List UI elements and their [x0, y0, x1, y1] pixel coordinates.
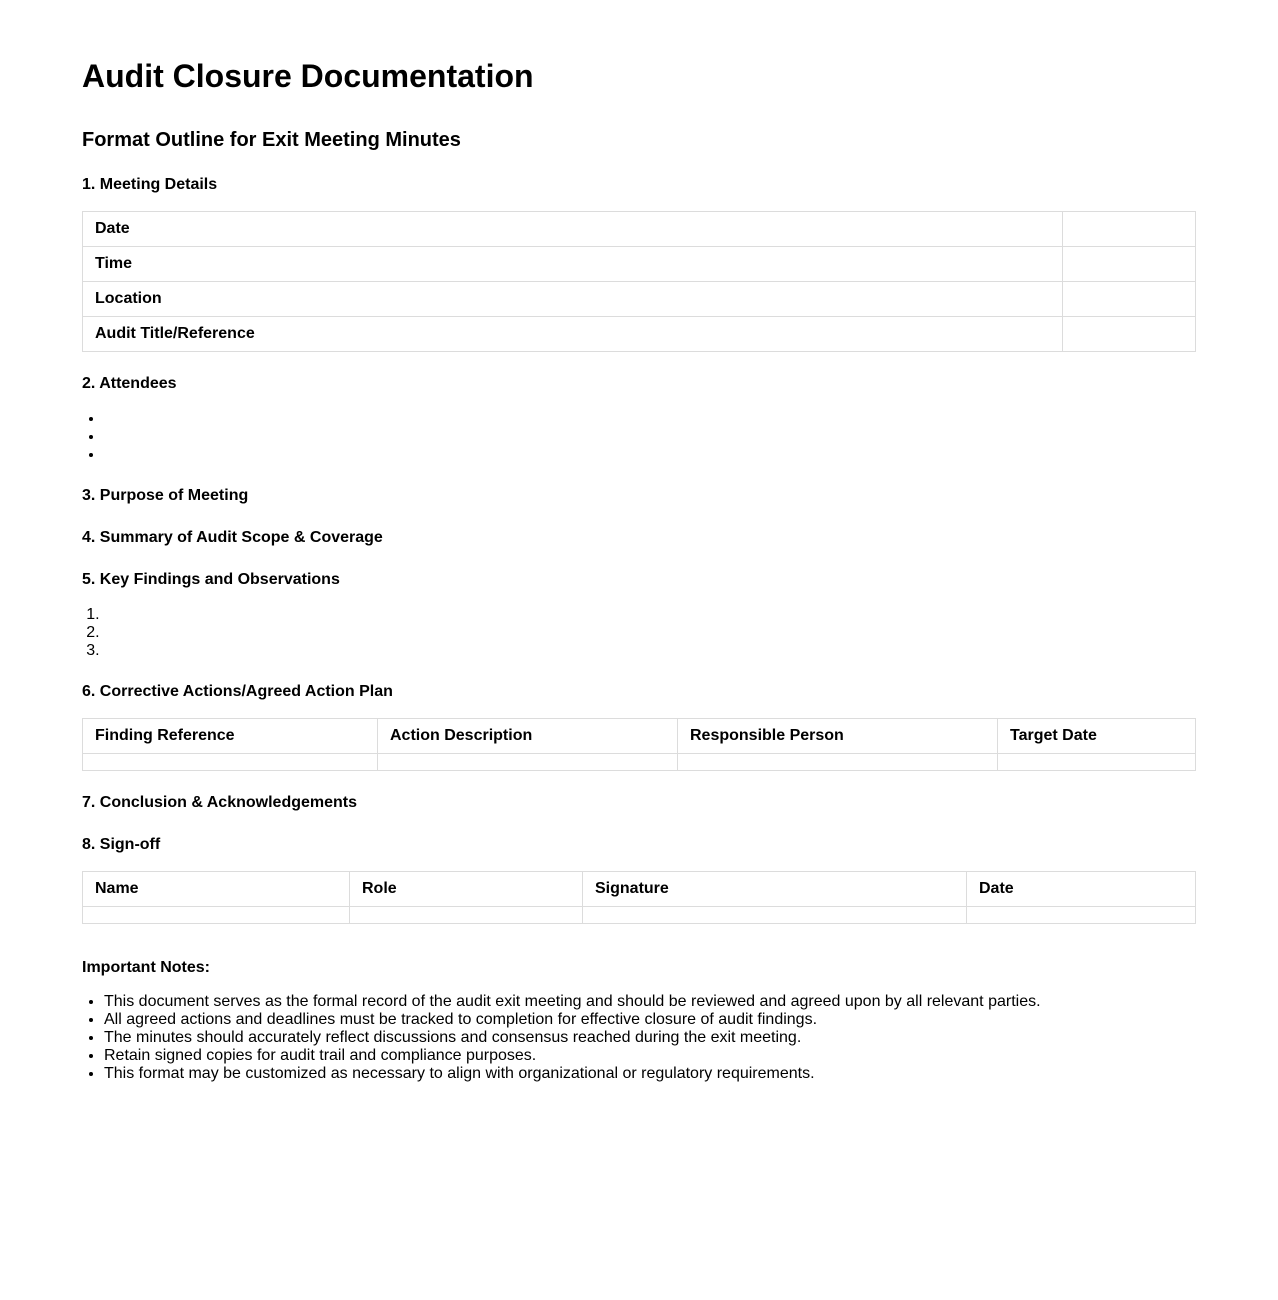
- list-item: • The minutes should accurately reflect discussions and consensus reached during the exit meeting.: [104, 1029, 1041, 1047]
- page-subtitle: Format Outline for Exit Meeting Minutes: [82, 129, 461, 151]
- notes-title: Important Notes:: [82, 959, 210, 976]
- list-item: • This format may be customized as necessary to align with organizational or regulatory requirements.: [104, 1065, 1041, 1083]
- table-cell[interactable]: [678, 754, 998, 771]
- table-row: [83, 317, 1196, 352]
- table-row: [83, 247, 1196, 282]
- table-cell[interactable]: [83, 907, 350, 924]
- table-row: [83, 212, 1196, 247]
- attendees-list: [82, 410, 104, 464]
- section-heading-attendees: 2. Attendees: [82, 375, 177, 392]
- signoff-table: [82, 871, 1196, 924]
- column-header: Name: [83, 872, 350, 907]
- action-plan-table: [82, 718, 1196, 771]
- column-header: Role: [350, 872, 583, 907]
- column-header: Target Date: [998, 719, 1196, 754]
- section-heading-signoff: 8. Sign-off: [82, 836, 161, 853]
- meeting-details-value[interactable]: [1063, 212, 1196, 247]
- table-row: [83, 907, 1196, 924]
- meeting-details-label: Date: [83, 212, 1063, 247]
- table-cell[interactable]: [967, 907, 1196, 924]
- page-title: Audit Closure Documentation: [82, 58, 534, 94]
- list-item: • Retain signed copies for audit trail and compliance purposes.: [104, 1047, 1041, 1065]
- column-header: Signature: [583, 872, 967, 907]
- table-cell[interactable]: [583, 907, 967, 924]
- table-cell[interactable]: [83, 754, 378, 771]
- notes-list: [82, 993, 1041, 1083]
- list-item: • All agreed actions and deadlines must be tracked to completion for effective closure of audit findings.: [104, 1011, 1041, 1029]
- meeting-details-value[interactable]: [1063, 317, 1196, 352]
- table-header-row: [83, 719, 1196, 754]
- meeting-details-value[interactable]: [1063, 247, 1196, 282]
- column-header: Responsible Person: [678, 719, 998, 754]
- section-heading-action-plan: 6. Corrective Actions/Agreed Action Plan: [82, 683, 393, 700]
- meeting-details-label: Location: [83, 282, 1063, 317]
- table-cell[interactable]: [350, 907, 583, 924]
- column-header: Action Description: [378, 719, 678, 754]
- section-heading-meeting-details: 1. Meeting Details: [82, 176, 218, 193]
- section-heading-findings: 5. Key Findings and Observations: [82, 571, 340, 588]
- table-header-row: [83, 872, 1196, 907]
- table-row: [83, 754, 1196, 771]
- section-heading-purpose: 3. Purpose of Meeting: [82, 487, 249, 504]
- meeting-details-value[interactable]: [1063, 282, 1196, 317]
- meeting-details-table: [82, 211, 1196, 352]
- table-cell[interactable]: [998, 754, 1196, 771]
- meeting-details-label: Time: [83, 247, 1063, 282]
- table-cell[interactable]: [378, 754, 678, 771]
- section-heading-conclusion: 7. Conclusion & Acknowledgements: [82, 794, 358, 811]
- section-heading-scope: 4. Summary of Audit Scope & Coverage: [82, 529, 383, 546]
- column-header: Date: [967, 872, 1196, 907]
- meeting-details-label: Audit Title/Reference: [83, 317, 1063, 352]
- column-header: Finding Reference: [83, 719, 378, 754]
- list-item: • This document serves as the formal record of the audit exit meeting and should be reviewed and agreed upon by all relevant parties.: [104, 993, 1041, 1011]
- findings-list: [82, 606, 104, 660]
- table-row: [83, 282, 1196, 317]
